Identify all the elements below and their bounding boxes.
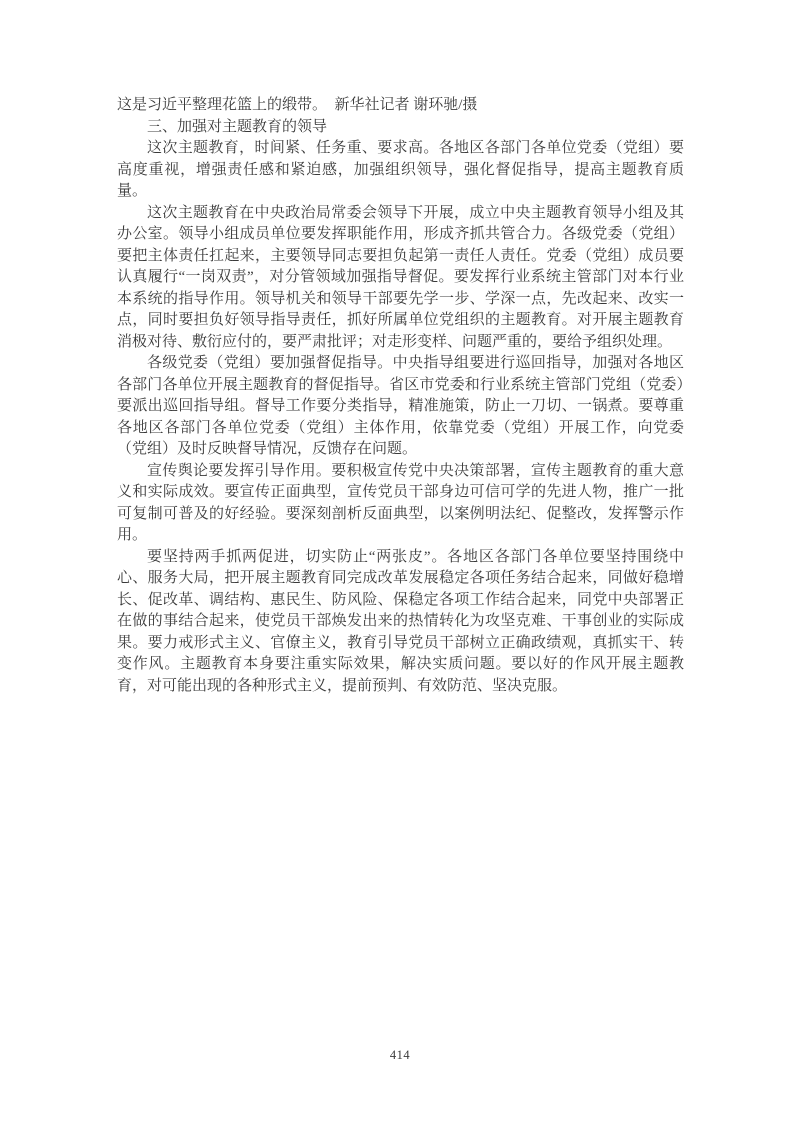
photo-caption: 这是习近平整理花篮上的缎带。 新华社记者 谢环驰/摄 xyxy=(117,97,478,113)
document-body xyxy=(117,95,684,697)
paragraph: 这次主题教育在中央政治局常委会领导下开展，成立中央主题教育领导小组及其办公室。领导小组成员单位要发挥职能作用，形成齐抓共管合力。各级党委（党组）要把主体责任扛起来，主要领导同志要担负起第一责任人责任。党委（党组）成员要认真履行“一岗双责”，对分管领域加强指导督促。要发挥行业系统主管部门对本行业本系统的指导作用。领导机关和领导干部要先学一步、学深一点，先改起来、改实一点，同时要担负好领导指导责任，抓好所属单位党组织的主题教育。对开展主题教育消极对待、敷衍应付的，要严肃批评；对走形变样、问题严重的，要给予组织处理。 xyxy=(117,204,684,350)
page-number: 414 xyxy=(389,1048,411,1062)
paragraph: 这次主题教育，时间紧、任务重、要求高。各地区各部门各单位党委（党组）要高度重视，增强责任感和紧迫感，加强组织领导，强化督促指导，提高主题教育质量。 xyxy=(117,140,684,199)
paragraph: 宣传舆论要发挥引导作用。要积极宣传党中央决策部署，宣传主题教育的重大意义和实际成效。要宣传正面典型，宣传党员干部身边可信可学的先进人物，推广一批可复制可普及的好经验。要深刻剖析反面典型，以案例明法纪、促整改，发挥警示作用。 xyxy=(117,462,684,543)
section-heading: 三、加强对主题教育的领导 xyxy=(147,118,328,135)
paragraph: 要坚持两手抓两促进，切实防止“两张皮”。各地区各部门各单位要坚持围绕中心、服务大局，把开展主题教育同完成改革发展稳定各项任务结合起来，同做好稳增长、促改革、调结构、惠民生、防风险、保稳定各项工作结合起来，同党中央部署正在做的事结合起来，使党员干部焕发出来的热情转化为攻坚克难、干事创业的实际成果。要力戒形式主义、官僚主义，教育引导党员干部树立正确政绩观，真抓实干、转变作风。主题教育本身要注重实际效果，解决实质问题。要以好的作风开展主题教育，对可能出现的各种形式主义，提前预判、有效防范、坚决克服。 xyxy=(117,548,684,694)
paragraph: 各级党委（党组）要加强督促指导。中央指导组要进行巡回指导，加强对各地区各部门各单位开展主题教育的督促指导。省区市党委和行业系统主管部门党组（党委）要派出巡回指导组。督导工作要分类指导，精准施策，防止一刀切、一锅煮。要尊重各地区各部门各单位党委（党组）主体作用，依靠党委（党组）开展工作，向党委（党组）及时反映督导情况，反馈存在问题。 xyxy=(117,355,684,457)
